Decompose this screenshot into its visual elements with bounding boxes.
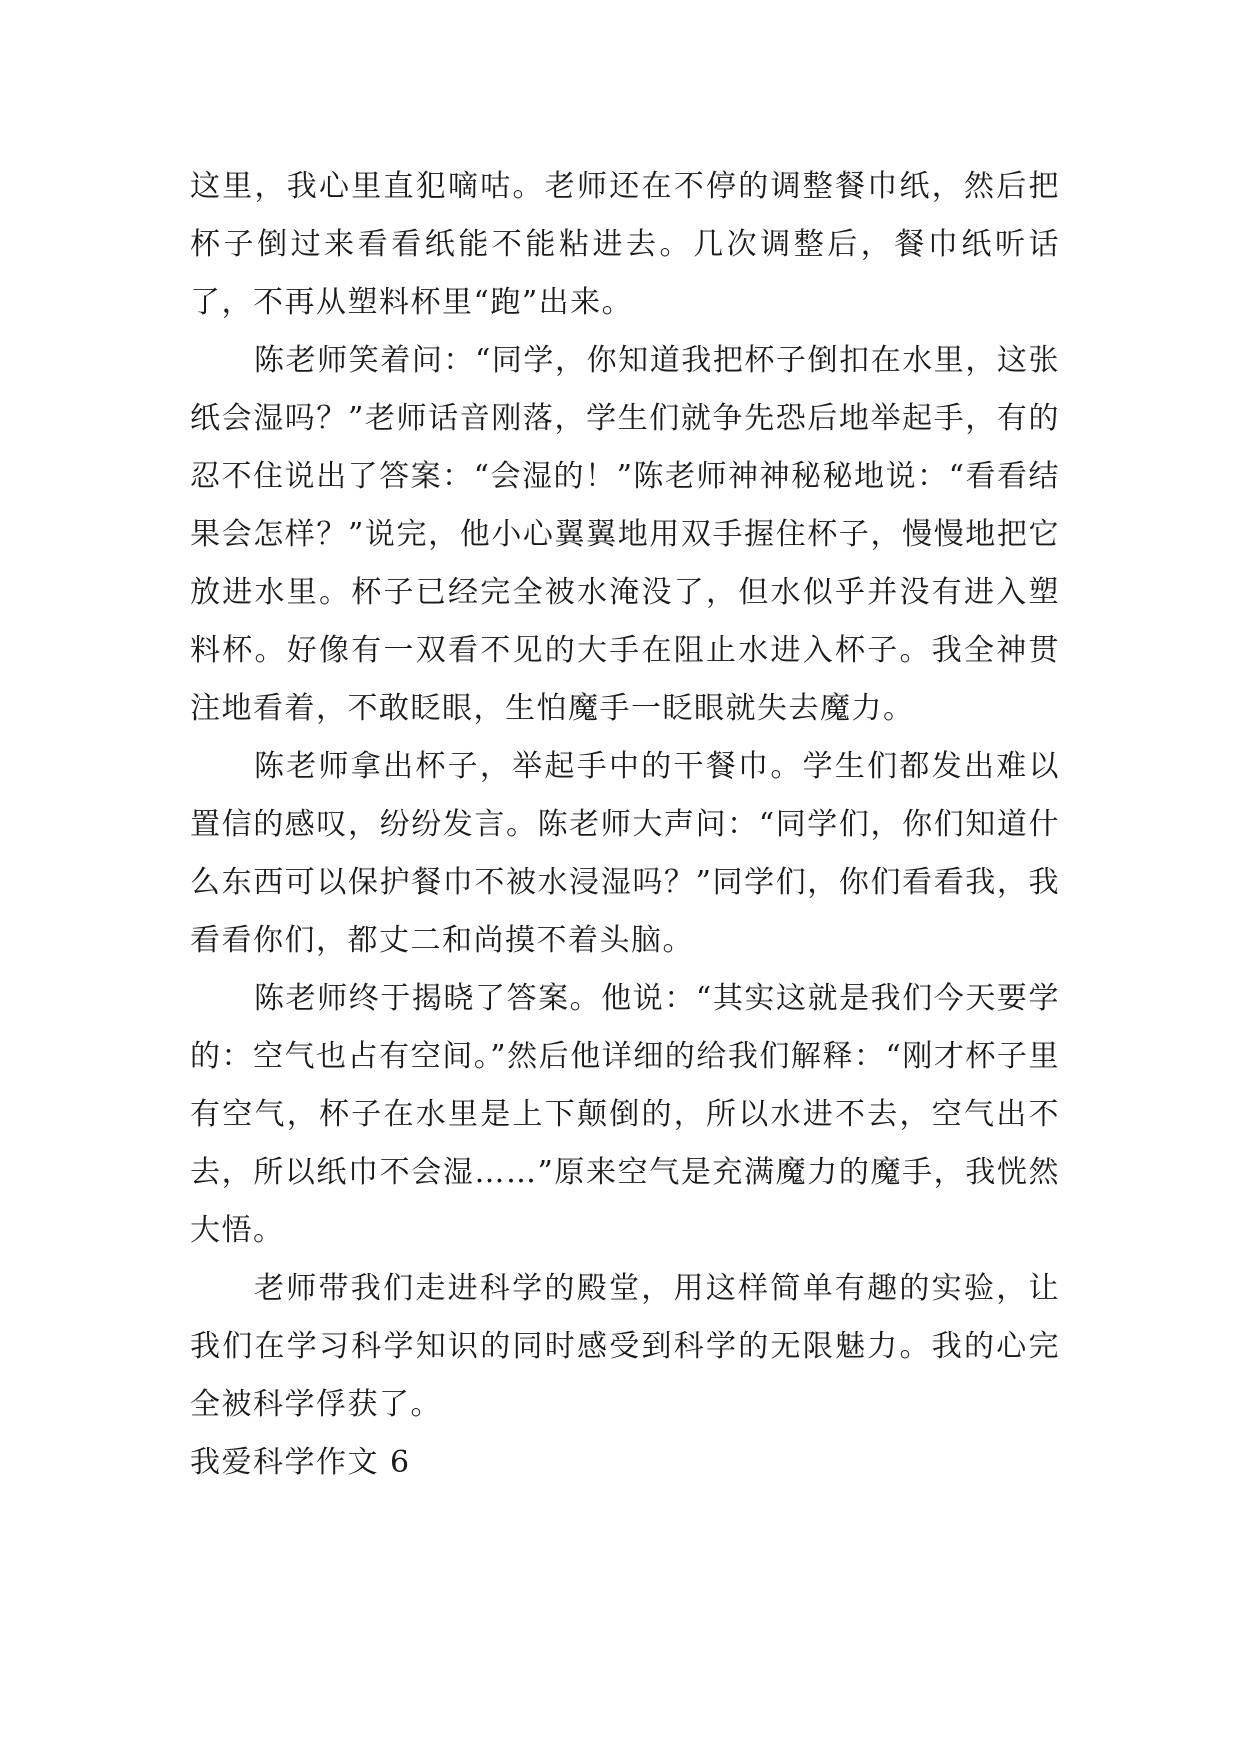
- paragraph-3: 陈老师拿出杯子，举起手中的干餐巾。学生们都发出难以置信的感叹，纷纷发言。陈老师大声问：“同学们，你们知道什么东西可以保护餐巾不被水浸湿吗？”同学们，你们看看我，我看看你们，都丈二和尚摸不着头脑。: [190, 749, 1060, 958]
- paragraph-5: 老师带我们走进科学的殿堂，用这样简单有趣的实验，让我们在学习科学知识的同时感受到科学的无限魅力。我的心完全被科学俘获了。: [190, 1271, 1060, 1422]
- section-heading: 我爱科学作文 6: [190, 1445, 411, 1480]
- paragraph-2: 陈老师笑着问：“同学，你知道我把杯子倒扣在水里，这张纸会湿吗？”老师话音刚落，学生们就争先恐后地举起手，有的忍不住说出了答案：“会湿的！”陈老师神神秘秘地说：“看看结果会怎样？”说完，他小心翼翼地用双手握住杯子，慢慢地把它放进水里。杯子已经完全被水淹没了，但水似乎并没有进入塑料杯。好像有一双看不见的大手在阻止水进入杯子。我全神贯注地看着，不敢眨眼，生怕魔手一眨眼就失去魔力。: [190, 343, 1060, 726]
- paragraph-1: 这里，我心里直犯嘀咕。老师还在不停的调整餐巾纸，然后把杯子倒过来看看纸能不能粘进去。几次调整后，餐巾纸听话了，不再从塑料杯里“跑”出来。: [190, 169, 1060, 320]
- paragraph-4: 陈老师终于揭晓了答案。他说：“其实这就是我们今天要学的：空气也占有空间。”然后他详细的给我们解释：“刚才杯子里有空气，杯子在水里是上下颠倒的，所以水进不去，空气出不去，所以纸巾不会湿……”原来空气是充满魔力的魔手，我恍然大悟。: [190, 981, 1060, 1248]
- document-body: [190, 158, 1060, 1492]
